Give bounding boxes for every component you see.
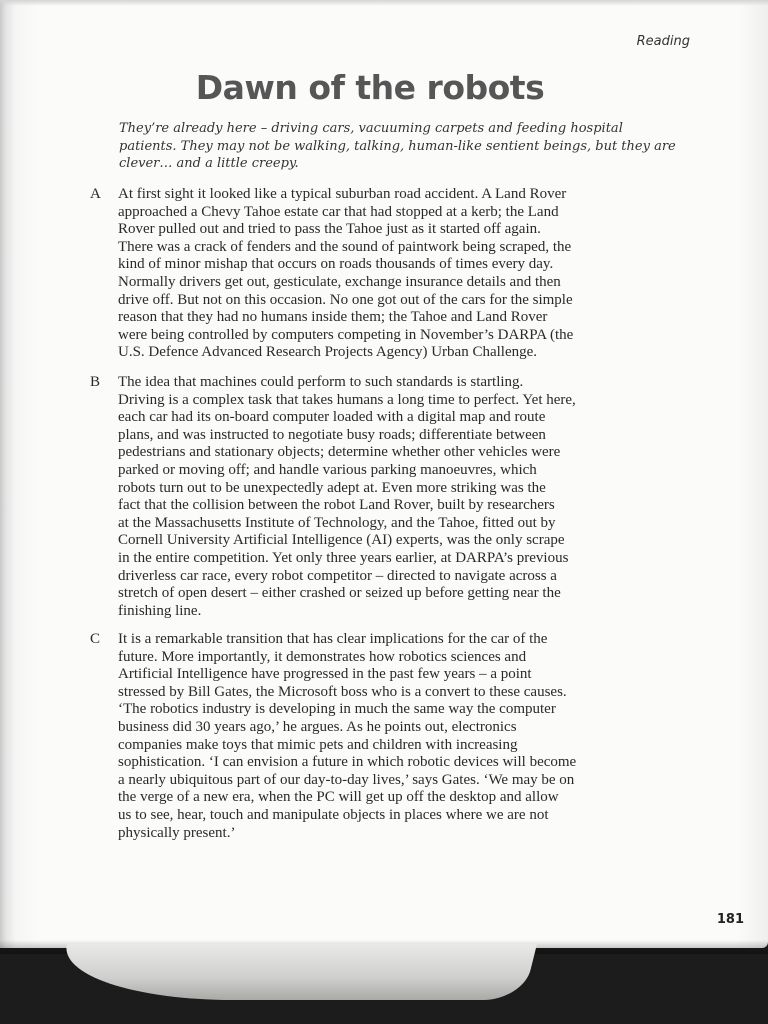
- text-line: Driving is a complex task that takes humans a long time to perfect. Yet here,: [118, 391, 576, 408]
- text-line: companies make toys that mimic pets and children with increasing: [118, 736, 518, 753]
- paragraph-c: [90, 631, 650, 842]
- page-curl: [53, 944, 537, 1000]
- paragraph-text: [118, 374, 650, 620]
- text-line: physically present.’: [118, 824, 236, 841]
- text-line: future. More importantly, it demonstrates how robotics sciences and: [118, 648, 527, 665]
- text-line: a nearly ubiquitous part of our day-to-day lives,’ says Gates. ‘We may be on: [118, 771, 575, 788]
- text-line: driverless car race, every robot competitor – directed to navigate across a: [118, 567, 557, 584]
- text-line: reason that they had no humans inside them; the Tahoe and Land Rover: [118, 309, 548, 326]
- paragraph-letter: B: [90, 374, 101, 390]
- intro-line: They’re already here – driving cars, vacuuming carpets and feeding hospital: [119, 121, 623, 136]
- text-line: kind of minor mishap that occurs on roads thousands of times every day.: [118, 256, 554, 273]
- paragraph-b: [90, 374, 650, 620]
- text-line: us to see, hear, touch and manipulate objects in places where we are not: [118, 806, 549, 823]
- text-line: ‘The robotics industry is developing in much the same way the computer: [118, 701, 556, 718]
- paragraph-a: [90, 186, 650, 362]
- text-line: robots turn out to be unexpectedly adept at. Even more striking was the: [118, 479, 546, 496]
- article-intro: [119, 120, 676, 173]
- text-line: Artificial Intelligence have progressed in the past few years – a point: [118, 666, 532, 683]
- text-line: There was a crack of fenders and the sound of paintwork being scraped, the: [118, 238, 572, 255]
- text-line: Cornell University Artificial Intelligence (AI) experts, was the only scrape: [118, 532, 565, 549]
- text-line: U.S. Defence Advanced Research Projects Agency) Urban Challenge.: [118, 344, 538, 361]
- paragraph-letter: C: [90, 631, 101, 647]
- text-line: in the entire competition. Yet only three years earlier, at DARPA’s previous: [118, 549, 569, 566]
- text-line: It is a remarkable transition that has clear implications for the car of the: [118, 631, 548, 647]
- text-line: parked or moving off; and handle various parking manoeuvres, which: [118, 461, 537, 478]
- paragraph-text: [118, 631, 650, 842]
- text-line: approached a Chevy Tahoe estate car that had stopped at a kerb; the Land: [118, 203, 559, 220]
- text-line: Rover pulled out and tried to pass the Tahoe just as it started off again.: [118, 221, 541, 238]
- text-line: At first sight it looked like a typical suburban road accident. A Land Rover: [118, 186, 567, 202]
- text-line: Normally drivers get out, gesticulate, exchange insurance details and then: [118, 273, 561, 290]
- text-line: fact that the collision between the robot Land Rover, built by researchers: [118, 497, 555, 514]
- text-line: pedestrians and stationary objects; determine whether other vehicles were: [118, 444, 561, 461]
- text-line: drive off. But not on this occasion. No one got out of the cars for the simple: [118, 291, 573, 308]
- text-line: the verge of a new era, when the PC will get up off the desktop and allow: [118, 789, 559, 806]
- text-line: The idea that machines could perform to such standards is startling.: [118, 374, 524, 390]
- intro-line: clever… and a little creepy.: [119, 156, 299, 171]
- text-line: plans, and was instructed to negotiate busy roads; differentiate between: [118, 426, 546, 443]
- paragraph-text: [118, 186, 650, 362]
- text-line: sophistication. ‘I can envision a future in which robotic devices will become: [118, 754, 577, 771]
- text-line: each car had its on-board computer loaded with a digital map and route: [118, 409, 546, 426]
- text-line: stretch of open desert – either crashed or seized up before getting near the: [118, 585, 561, 602]
- text-line: were being controlled by computers competing in November’s DARPA (the: [118, 326, 574, 343]
- text-line: stressed by Bill Gates, the Microsoft boss who is a convert to these causes.: [118, 683, 567, 700]
- article-title: Dawn of the robots: [195, 68, 545, 107]
- text-line: at the Massachusetts Institute of Technology, and the Tahoe, fitted out by: [118, 514, 556, 531]
- paragraph-letter: A: [90, 186, 101, 202]
- intro-line: patients. They may not be walking, talking, human-like sentient beings, but they are: [119, 138, 676, 154]
- text-line: business did 30 years ago,’ he argues. As he points out, electronics: [118, 718, 517, 735]
- page-number: 181: [716, 912, 744, 927]
- running-head: Reading: [636, 34, 690, 49]
- text-line: finishing line.: [118, 602, 202, 619]
